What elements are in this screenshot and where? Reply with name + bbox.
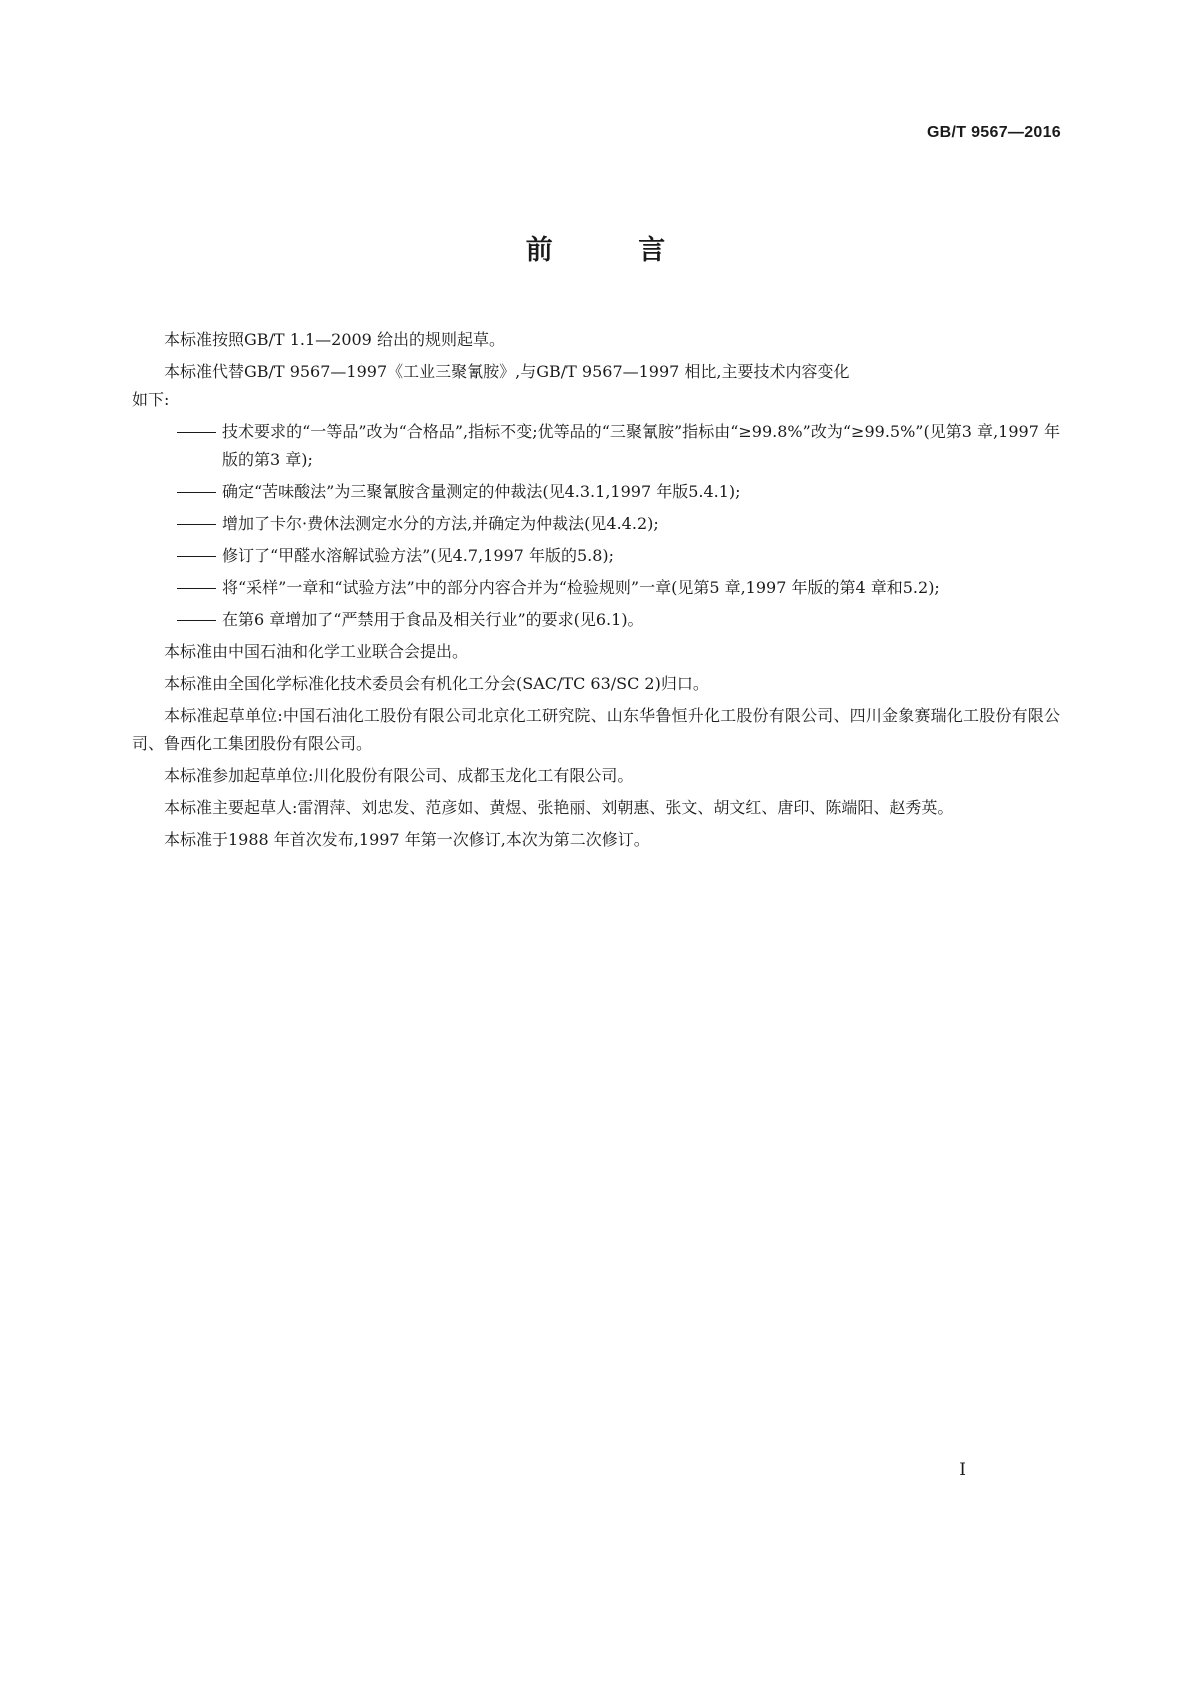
paragraph-replacement: 本标准代替GB/T 9567—1997《工业三聚氰胺》,与GB/T 9567—1997 相比,主要技术内容变化 [164,362,850,381]
dash-marker [177,524,216,525]
change-text: 将“采样”一章和“试验方法”中的部分内容合并为“检验规则”一章(见第5 章,1997 年版的第4 章和5.2); [222,578,940,597]
paragraph-history: 本标准于1988 年首次发布,1997 年第一次修订,本次为第二次修订。 [164,830,650,849]
paragraph-drafting-units: 本标准起草单位:中国石油化工股份有限公司北京化工研究院、山东华鲁恒升化工股份有限公司、四川金象赛瑞化工股份有限公司、鲁西化工集团股份有限公司。 [132,706,1060,753]
change-text: 确定“苦味酸法”为三聚氰胺含量测定的仲裁法(见4.3.1,1997 年版5.4.1); [222,482,741,501]
page-title: 前 言 [525,235,704,266]
paragraph-main-drafters: 本标准主要起草人:雷渭萍、刘忠发、范彦如、黄煜、张艳丽、刘朝惠、张文、胡文红、唐印、陈端阳、赵秀英。 [164,798,954,817]
paragraph-drafting-rules: 本标准按照GB/T 1.1—2009 给出的规则起草。 [164,330,505,349]
change-item [132,478,1060,506]
paragraph-centralized-by: 本标准由全国化学标准化技术委员会有机化工分会(SAC/TC 63/SC 2)归口。 [164,674,709,693]
paragraph-participating-units: 本标准参加起草单位:川化股份有限公司、成都玉龙化工有限公司。 [164,766,634,785]
foreword-body [132,326,1060,858]
dash-marker [177,492,216,493]
paragraph-replacement-continuation: 如下: [132,390,170,409]
change-text: 技术要求的“一等品”改为“合格品”,指标不变;优等品的“三聚氰胺”指标由“≥99.8%”改为“≥99.5%”(见第3 章,1997 年版的第3 章); [222,422,1060,469]
dash-marker [177,556,216,557]
change-item [132,542,1060,570]
change-text: 增加了卡尔·费休法测定水分的方法,并确定为仲裁法(见4.4.2); [222,514,659,533]
change-item [132,510,1060,538]
change-item [132,574,1060,602]
change-item [132,606,1060,634]
dash-marker [177,432,216,433]
dash-marker [177,588,216,589]
change-text: 在第6 章增加了“严禁用于食品及相关行业”的要求(见6.1)。 [222,610,644,629]
change-item [132,418,1060,474]
standard-code: GB/T 9567—2016 [926,124,1061,141]
page-number: I [959,1460,966,1480]
change-text: 修订了“甲醛水溶解试验方法”(见4.7,1997 年版的5.8); [222,546,615,565]
dash-marker [177,620,216,621]
paragraph-proposed-by: 本标准由中国石油和化学工业联合会提出。 [164,642,469,661]
